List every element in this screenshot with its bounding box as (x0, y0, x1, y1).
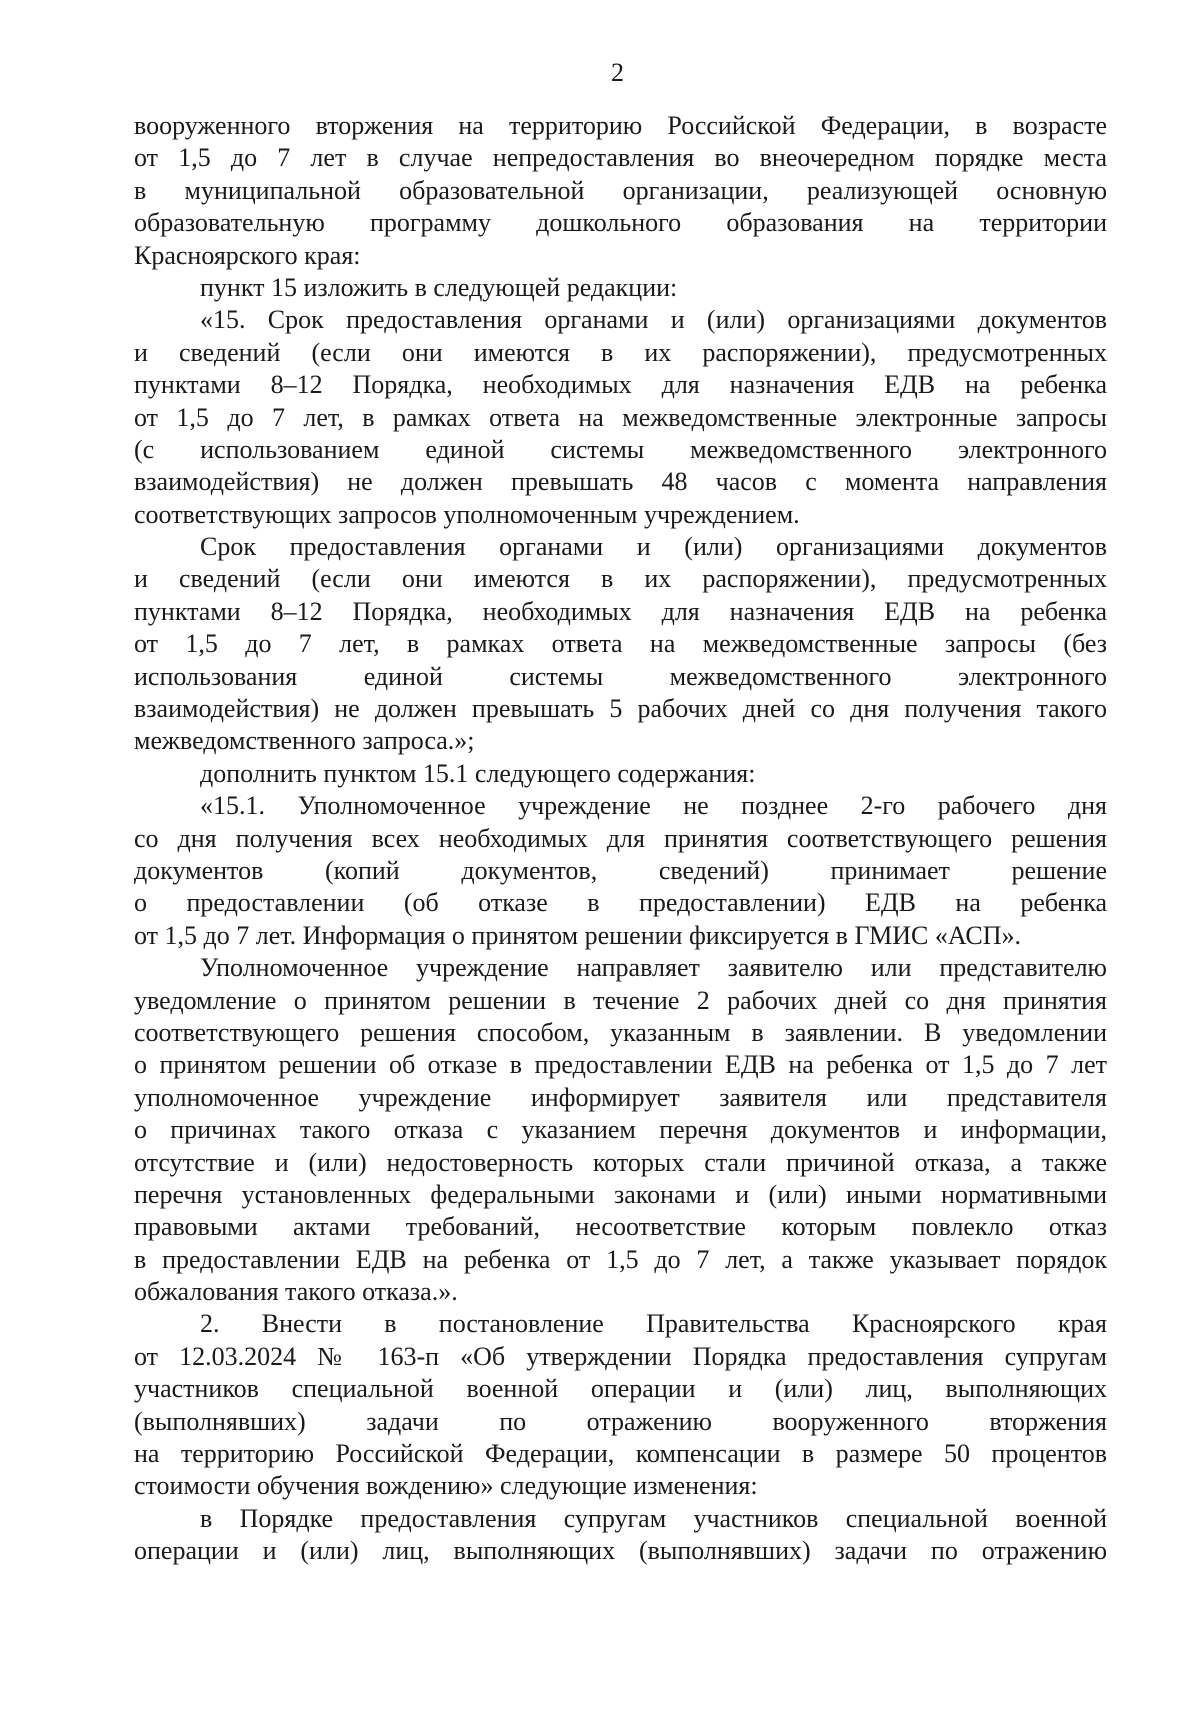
text-line: от 1,5 до 7 лет. Информация о принятом решении фиксируется в ГМИС «АСП». (134, 920, 1021, 950)
text-line: пунктами 8–12 Порядка, необходимых для назначения ЕДВ на ребенка (134, 596, 1107, 626)
text-line: уведомление о принятом решении в течение 2 рабочих дней со дня принятия (134, 985, 1107, 1015)
text-line: (выполнявших) задачи по отражению вооруженного вторжения (134, 1406, 1107, 1436)
text-line: образовательную программу дошкольного образования на территории (134, 208, 1107, 238)
text-line: и сведений (если они имеются в их распоряжении), предусмотренных (134, 564, 1107, 594)
text-line: о принятом решении об отказе в предоставлении ЕДВ на ребенка от 1,5 до 7 лет (134, 1050, 1107, 1080)
text-line: Срок предоставления органами и (или) организациями документов (200, 532, 1107, 562)
text-line: межведомственного запроса.»; (134, 726, 475, 756)
text-line: от 12.03.2024 № 163-п «Об утверждении Порядка предоставления супругам (134, 1341, 1107, 1371)
text-line: «15.1. Уполномоченное учреждение не позднее 2-го рабочего дня (200, 791, 1107, 821)
text-line: взаимодействия) не должен превышать 5 рабочих дней со дня получения такого (134, 694, 1107, 724)
text-line: в муниципальной образовательной организации, реализующей основную (134, 175, 1107, 205)
text-line: участников специальной военной операции и (или) лиц, выполняющих (134, 1374, 1107, 1404)
text-line: о причинах такого отказа с указанием перечня документов и информации, (134, 1115, 1107, 1145)
text-line: Красноярского края: (134, 240, 361, 270)
text-line: от 1,5 до 7 лет в случае непредоставления во внеочередном порядке места (134, 143, 1107, 173)
text-line: от 1,5 до 7 лет, в рамках ответа на межведомственные запросы (без (134, 629, 1107, 659)
text-line: со дня получения всех необходимых для принятия соответствующего решения (134, 823, 1107, 853)
text-line: Уполномоченное учреждение направляет заявителю или представителю (200, 953, 1107, 983)
text-line: правовыми актами требований, несоответствие которым повлекло отказ (134, 1212, 1107, 1242)
text-line: взаимодействия) не должен превышать 48 часов с момента направления (134, 467, 1107, 497)
text-line: перечня установленных федеральными законами и (или) иными нормативными (134, 1179, 1107, 1209)
page-number: 2 (611, 58, 624, 87)
text-line: пунктами 8–12 Порядка, необходимых для назначения ЕДВ на ребенка (134, 370, 1107, 400)
text-line: стоимости обучения вождению» следующие изменения: (134, 1471, 758, 1501)
text-line: соответствующих запросов уполномоченным учреждением. (134, 499, 800, 529)
text-line: (с использованием единой системы межведомственного электронного (134, 434, 1107, 464)
text-line: «15. Срок предоставления органами и (или) организациями документов (200, 305, 1107, 335)
text-line: дополнить пунктом 15.1 следующего содержания: (200, 758, 756, 788)
text-line: использования единой системы межведомственного электронного (134, 661, 1107, 691)
text-line: отсутствие и (или) недостоверность которых стали причиной отказа, а также (134, 1147, 1107, 1177)
text-line: вооруженного вторжения на территорию Российской Федерации, в возрасте (134, 111, 1107, 140)
text-line: в Порядке предоставления супругам участников специальной военной (200, 1503, 1107, 1533)
text-line: обжалования такого отказа.». (134, 1277, 458, 1307)
text-line: 2. Внести в постановление Правительства Красноярского края (200, 1309, 1107, 1339)
text-line: и сведений (если они имеются в их распоряжении), предусмотренных (134, 337, 1107, 367)
text-line: документов (копий документов, сведений) принимает решение (134, 855, 1107, 885)
text-line: на территорию Российской Федерации, компенсации в размере 50 процентов (134, 1439, 1107, 1469)
text-line: от 1,5 до 7 лет, в рамках ответа на межведомственные электронные запросы (134, 402, 1107, 432)
document-body (134, 110, 1107, 1568)
text-line: в предоставлении ЕДВ на ребенка от 1,5 до 7 лет, а также указывает порядок (134, 1244, 1107, 1274)
text-line: о предоставлении (об отказе в предоставлении) ЕДВ на ребенка (134, 888, 1107, 918)
text-line: соответствующего решения способом, указанным в заявлении. В уведомлении (134, 1017, 1107, 1047)
text-line: пункт 15 изложить в следующей редакции: (200, 272, 678, 302)
text-line: операции и (или) лиц, выполняющих (выполнявших) задачи по отражению (134, 1536, 1107, 1566)
text-line: уполномоченное учреждение информирует заявителя или представителя (134, 1082, 1107, 1112)
